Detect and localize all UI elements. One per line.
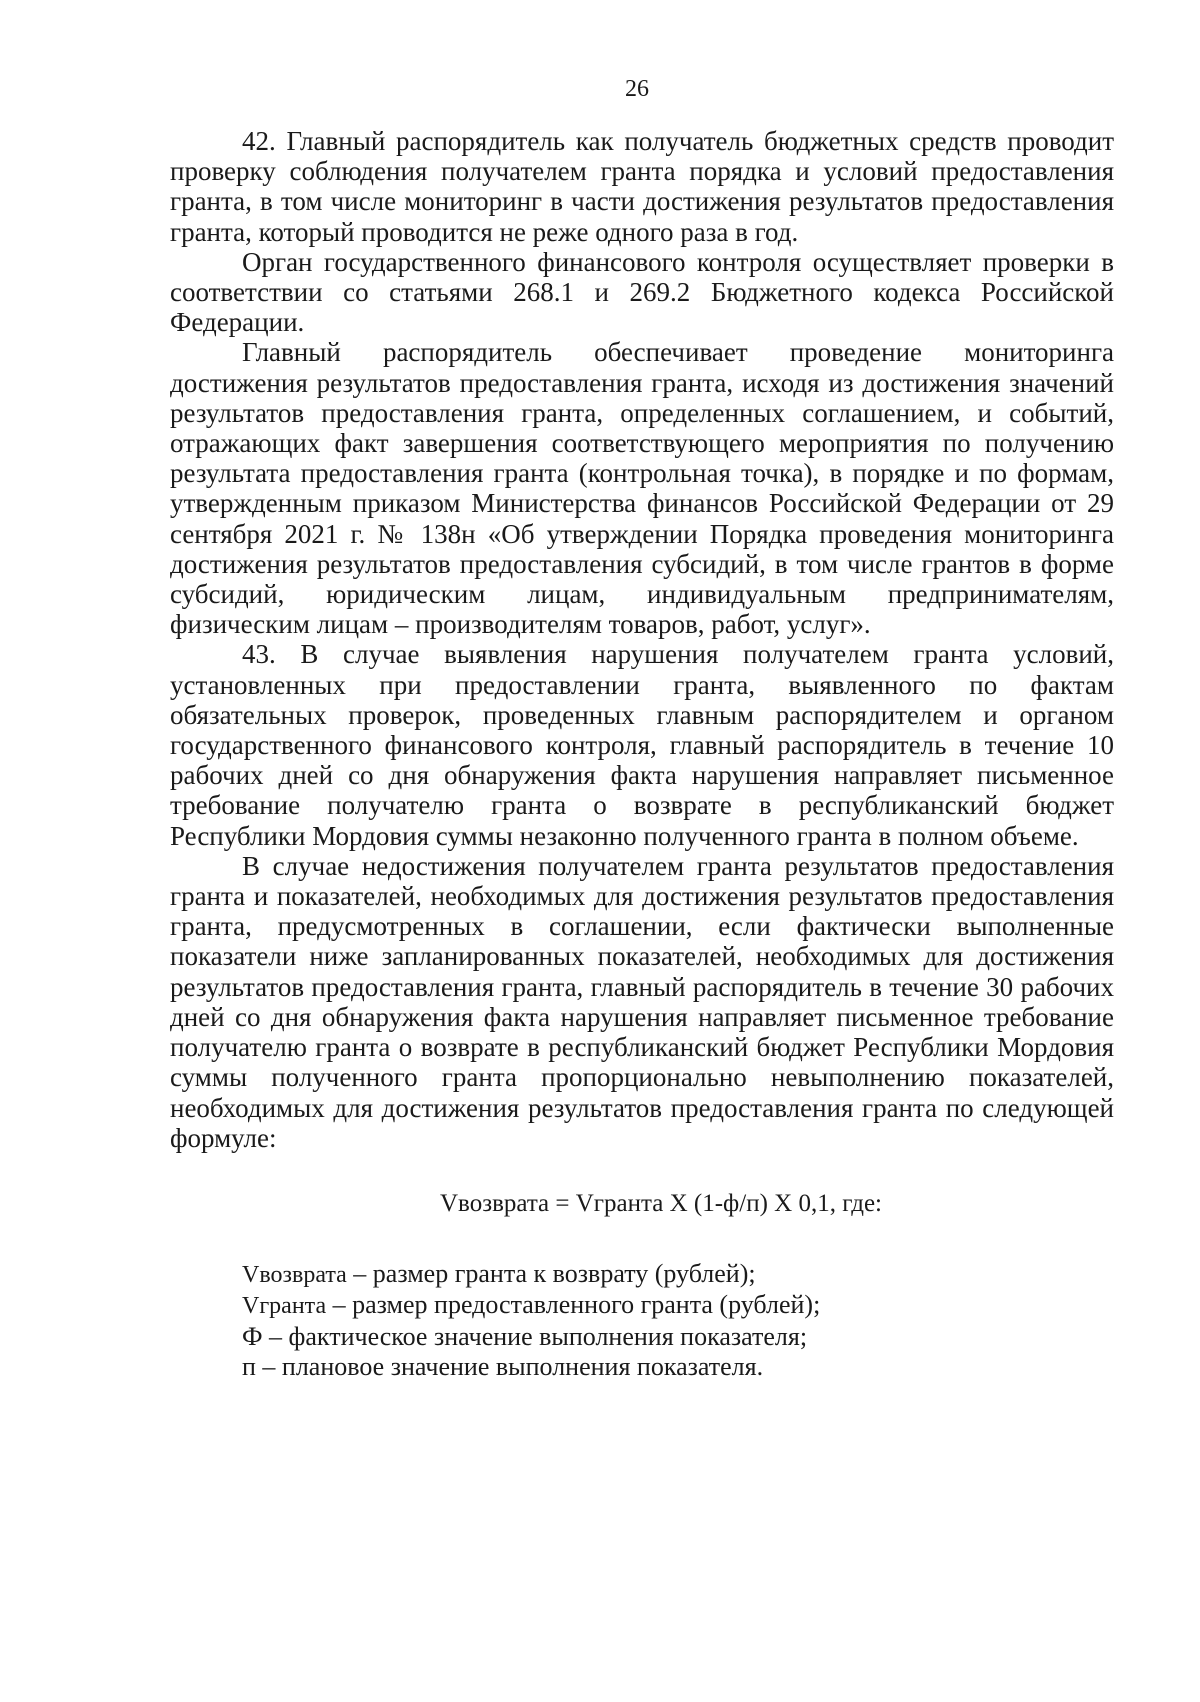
definition-v-refund [242,1259,1114,1291]
definition-v-grant [242,1290,1114,1322]
refund-formula: Vвозврата = Vгранта X (1-ф/п) X 0,1, где: [440,1189,882,1217]
definition-planned [242,1352,1114,1383]
definition-text: – фактическое значение выполнения показателя; [262,1321,808,1351]
formula-definitions [170,1259,1114,1383]
paragraph-monitoring-procedure: Главный распорядитель обеспечивает проведение мониторинга достижения результатов предоставления гранта, исходя из достижения значений результатов предоставления гранта, определенных соглашением, и событий, отражающих факт завершения соответствующего мероприятия по получению результата предоставления гранта (контрольная точка), в порядке и по формам, утвержденным приказом Министерства финансов Российской Федерации от 29 сентября 2021 г. № 138н «Об утверждении Порядка проведения мониторинга достижения результатов предоставления субсидий, в том числе грантов в форме субсидий, юридическим лицам, индивидуальным предпринимателям, физическим лицам – производителям товаров, работ, услуг». [170,337,1114,640]
definition-symbol: Vвозврата [242,1261,347,1288]
definition-text: – плановое значение выполнения показателя. [255,1352,764,1382]
definition-text: – размер предоставленного гранта (рублей); [326,1290,821,1320]
paragraph-non-achievement: В случае недостижения получателем гранта результатов предоставления гранта и показателей, необходимых для достижения результатов предоставления гранта, предусмотренных в соглашении, если фактически выполненные показатели ниже запланированных показателей, необходимых для достижения результатов предоставления гранта, главный распорядитель в течение 30 рабочих дней со дня обнаружения факта нарушения направляет письменное требование получателю гранта о возврате в республиканский бюджет Республики Мордовия суммы полученного гранта пропорционально невыполнению показателей, необходимых для достижения результатов предоставления гранта по следующей формуле: [170,850,1114,1153]
document-body [170,126,1114,1383]
definition-symbol: Ф [242,1321,263,1351]
paragraph-43-violation: 43. В случае выявления нарушения получателем гранта условий, установленных при предоставлении гранта, выявленного по фактам обязательных проверок, проведенных главным распорядителем и органом государственного финансового контроля, главный распорядитель в течение 10 рабочих дней со дня обнаружения факта нарушения направляет письменное требование получателю гранта о возврате в республиканский бюджет Республики Мордовия суммы незаконно полученного гранта в полном объеме. [170,639,1114,851]
paragraph-42-monitoring: 42. Главный распорядитель как получатель бюджетных средств проводит проверку соблюдения получателем гранта порядка и условий предоставления гранта, в том числе мониторинг в части достижения результатов предоставления гранта, который проводится не реже одного раза в год. [170,126,1114,247]
paragraph-financial-control: Орган государственного финансового контроля осуществляет проверки в соответствии со статьями 268.1 и 269.2 Бюджетного кодекса Российской Федерации. [170,246,1114,338]
definition-symbol: п [242,1352,256,1382]
definition-symbol: Vгранта [242,1293,327,1320]
definition-text: – размер гранта к возврату (рублей); [346,1258,756,1288]
definition-actual [242,1322,1114,1353]
page-number: 26 [625,76,649,102]
